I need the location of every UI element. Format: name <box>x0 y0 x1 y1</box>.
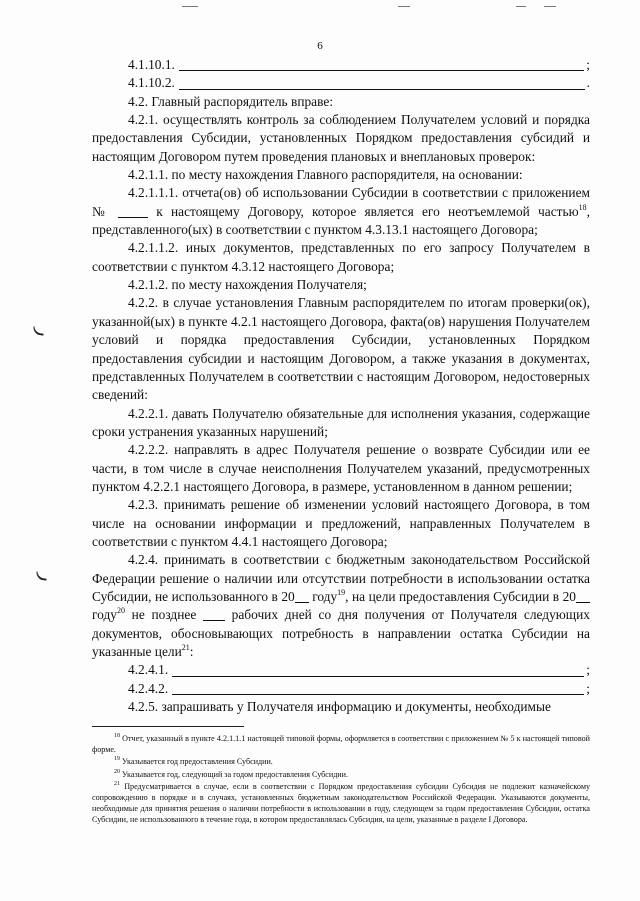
scan-artifact-line <box>398 6 410 7</box>
blank-fill-line <box>179 57 584 71</box>
paragraph-4-2-2-2: 4.2.2.2. направлять в адрес Получателя решение о возврате Субсидии или ее части, в том числе в случае неисполнения Получателем указаний, предусмотренных пунктом 4.2.2.1 настоящего Договора, в размере, установленном в данном решении; <box>92 442 590 494</box>
paragraph-4-2-5: 4.2.5. запрашивать у Получателя информацию и документы, необходимые <box>128 699 551 715</box>
blank-inline <box>203 608 225 621</box>
scan-artifact-line <box>516 6 526 7</box>
footnote-ref: 20 <box>116 606 125 616</box>
footnote-19: $^{19}$ Указывается год предоставления Субсидии. <box>114 756 273 767</box>
footnote-mark: 20 <box>114 768 120 775</box>
footnote-mark: 18 <box>114 733 120 739</box>
footnote-21: $^{21}$ Предусматривается в случае, если в соответствии с Порядком предоставления субсидии Субсидия не подлежит казначейскому сопровождению в порядке и в случаях, установленных бюджетным законодательством Российской Федерации. Указываются документы, необходимые для принятия решения о наличии потребности в использовании в году, следующем за годом предоставления Субсидии, остатка Субсидии, не использованного в течение года, в котором предоставлялась Субсидия, на цели, указанные в разделе I Договора. <box>92 780 590 825</box>
blank-inline <box>576 590 590 603</box>
paragraph-4-2-3: 4.2.3. принимать решение об изменении условий настоящего Договора, в том числе на основании информации и предложений, направленных Получателем в соответствии с пунктом 4.4.1 настоящего Договора; <box>92 497 590 549</box>
blank-fill-line <box>172 681 584 695</box>
footnote-ref: 21 <box>181 643 190 652</box>
footnote-ref: 19 <box>337 587 346 597</box>
fill-line-4-2-4-2: 4.2.4.2. ; <box>128 680 590 696</box>
paragraph-4-2: 4.2. Главный распорядитель вправе: <box>128 93 334 109</box>
footnote-ref: 18 <box>578 202 587 212</box>
paragraph-4-2-2: 4.2.2. в случае установления Главным распорядителем по итогам проверки(ок), указанной(ых) в пункте 4.2.1 настоящего Договора, факта(ов) нарушения Получателем условий и порядка предоставления Субсидии, установленных Порядком предоставления субсидии и настоящим Договором, а также указания в документах, представленных Получателем в соответствии с настоящим Договором, недостоверных сведений: <box>92 295 590 403</box>
footnote-20: $^{20}$ Указывается год, следующий за годом предоставления Субсидии. <box>114 768 348 779</box>
paragraph-4-2-1-1-1: 4.2.1.1.1. отчета(ов) об использовании Субсидии в соответствии с приложением № к настоящему Договору, которое является его неотъемлемой частью$^{18}$, представленного(ых) в соответствии с пунктом 4.3.13.1 настоящего Договора; <box>92 185 591 238</box>
blank-inline <box>118 205 148 218</box>
paragraph-4-2-1: 4.2.1. осуществлять контроль за соблюдением Получателем условий и порядка предоставления Субсидии, установленных Порядком предоставления субсидий и настоящим Договором путем проведения плановых и внеплановых проверок: <box>92 112 590 164</box>
fill-line-4-1-10-1: 4.1.10.1. ; <box>128 57 590 72</box>
document-body <box>92 56 590 716</box>
scan-artifact-line <box>544 6 556 7</box>
footnote-mark: 19 <box>114 756 120 763</box>
paragraph-4-2-1-1: 4.2.1.1. по месту нахождения Главного распорядителя, на основании: <box>128 167 523 183</box>
footnote-mark: 21 <box>114 780 120 787</box>
footnote-18: $^{18}$ Отчет, указанный в пункте 4.2.1.1.1 настоящей типовой формы, оформляется в соответствии с приложением № 5 к настоящей типовой форме. <box>92 733 590 755</box>
fill-line-4-2-4-1: 4.2.4.1. ; <box>128 662 590 678</box>
blank-fill-line <box>172 663 584 677</box>
footnotes <box>92 733 590 827</box>
paragraph-4-2-4: 4.2.4. принимать в соответствии с бюджетным законодательством Российской Федерации решение о наличии или отсутствии потребности в использовании остатка Субсидии, не использованного в 20 году$^{19}$, на цели предоставления Субсидии в 20 году$^{20}$ не позднее рабочих дней со дня получения от Получателя следующих документов, обосновывающих потребность в направлении остатка Субсидии на указанные цели$^{21}$: <box>92 552 590 659</box>
paragraph-4-2-1-1-2: 4.2.1.1.2. иных документов, представленных по его запросу Получателем в соответствии с пунктом 4.3.12 настоящего Договора; <box>92 240 590 274</box>
blank-fill-line <box>179 76 585 90</box>
paragraph-4-2-2-1: 4.2.2.1. давать Получателю обязательные для исполнения указания, содержащие сроки устранения указанных нарушений; <box>92 405 590 439</box>
scan-artifact-line <box>182 6 198 7</box>
fill-line-4-1-10-2: 4.1.10.2. . <box>128 75 590 91</box>
paragraph-4-2-1-2: 4.2.1.2. по месту нахождения Получателя; <box>128 277 367 293</box>
margin-check-mark <box>32 326 44 335</box>
footnote-separator <box>92 726 244 727</box>
margin-check-mark <box>35 571 47 580</box>
blank-inline <box>295 590 309 603</box>
page-number: 6 <box>317 40 323 52</box>
